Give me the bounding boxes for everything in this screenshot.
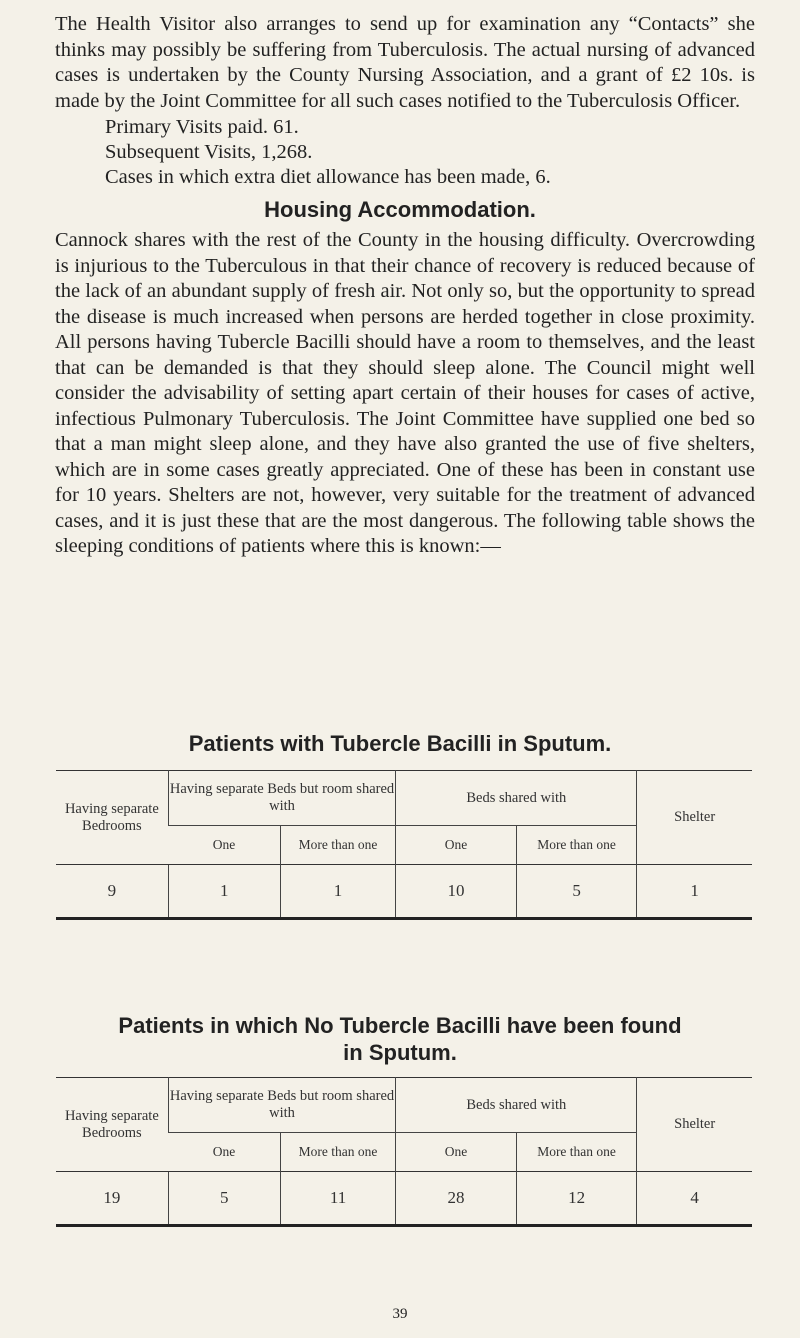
cell-value: 10: [396, 865, 517, 919]
cell-value: 12: [516, 1172, 637, 1226]
table-negative-title: [0, 1012, 800, 1066]
col-one: One: [396, 826, 517, 865]
col-separate-bedrooms: Having separate Bedrooms: [64, 1107, 159, 1141]
col-more-than-one: More than one: [280, 826, 396, 865]
cell-value: 19: [56, 1172, 168, 1226]
col-shelter: Shelter: [637, 771, 752, 865]
cell-value: 1: [168, 865, 280, 919]
cell-value: 5: [516, 865, 637, 919]
col-shelter: Shelter: [637, 1078, 752, 1172]
subsequent-visits: Subsequent Visits, 1,268.: [105, 141, 313, 163]
cell-value: 1: [637, 865, 752, 919]
cell-value: 5: [168, 1172, 280, 1226]
table-negative: [56, 1077, 752, 1227]
col-one: One: [168, 826, 280, 865]
col-beds-shared: Beds shared with: [396, 1078, 637, 1133]
col-one: One: [396, 1133, 517, 1172]
col-more-than-one: More than one: [280, 1133, 396, 1172]
table-positive-title: Patients with Tubercle Bacilli in Sputum.: [188, 731, 612, 756]
col-more-than-one: More than one: [516, 1133, 637, 1172]
col-more-than-one: More than one: [516, 826, 637, 865]
col-separate-bedrooms: Having separate Bedrooms: [64, 800, 159, 834]
cell-value: 1: [280, 865, 396, 919]
table-row: [56, 865, 752, 919]
primary-visits: Primary Visits paid. 61.: [105, 116, 299, 138]
cell-value: 4: [637, 1172, 752, 1226]
cell-value: 9: [56, 865, 168, 919]
col-beds-shared: Beds shared with: [396, 771, 637, 826]
col-separate-beds: Having separate Beds but room shared with: [168, 1078, 396, 1133]
col-one: One: [168, 1133, 280, 1172]
cell-value: 11: [280, 1172, 396, 1226]
page-number: 39: [392, 1306, 408, 1322]
table-negative-title-line2: in Sputum.: [343, 1040, 457, 1065]
intro-paragraph: The Health Visitor also arranges to send up for examination any “Contacts” she thinks may possibly be suffering from Tuberculosis. The actual nursing of advanced cases is undertaken by the County Nursing Association, and a grant of £2 10s. is made by the Joint Committee for all such cases notified to the Tuberculosis Officer.: [55, 13, 755, 112]
housing-heading: Housing Accommodation.: [264, 197, 536, 222]
cell-value: 28: [396, 1172, 517, 1226]
extra-diet-cases: Cases in which extra diet allowance has been made, 6.: [105, 166, 551, 188]
col-separate-beds: Having separate Beds but room shared with: [168, 771, 396, 826]
housing-paragraph: Cannock shares with the rest of the County in the housing difficulty. Overcrowding is injurious to the Tuberculous in that their chance of recovery is reduced because of the lack of an abundant supply of fresh air. Not only so, but the opportunity to spread the disease is much increased when persons are herded together in close proximity. All persons having Tubercle Bacilli should have a room to themselves, and the least that can be demanded is that they should sleep alone. The Council might well consider the advisability of setting apart certain of their houses for cases of active, infectious Pulmonary Tuberculosis. The Joint Committee have supplied one bed so that a man might sleep alone, and they have also granted the use of five shelters, which are in some cases greatly appreciated. One of these has been in constant use for 10 years. Shelters are not, however, very suitable for the treatment of advanced cases, and it is just these that are the most dangerous. The following table shows the sleeping conditions of patients where this is known:—: [55, 229, 755, 557]
table-negative-title-line1: Patients in which No Tubercle Bacilli have been found: [118, 1013, 682, 1038]
table-row: [56, 1172, 752, 1226]
table-positive: [56, 770, 752, 920]
